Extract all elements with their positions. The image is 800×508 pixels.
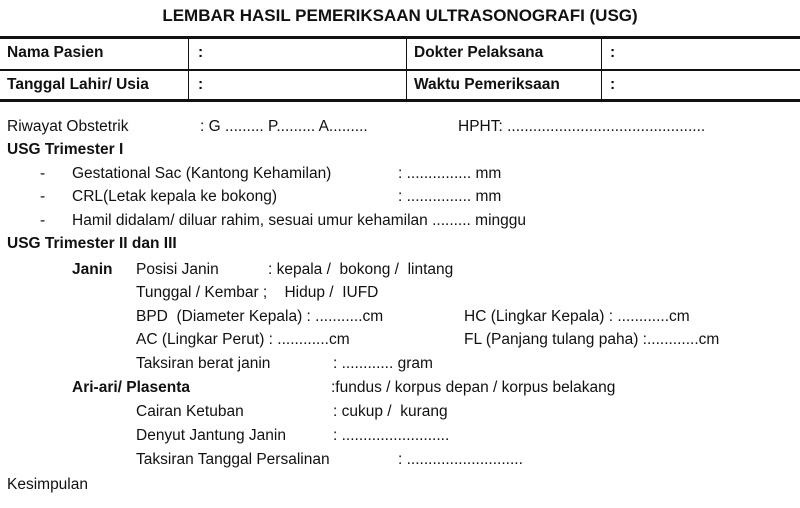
row-divider <box>0 69 800 71</box>
fl-field[interactable]: FL (Panjang tulang paha) :............cm <box>464 331 720 348</box>
column-divider <box>601 39 602 99</box>
page-title: LEMBAR HASIL PEMERIKSAAN ULTRASONOGRAFI (USG) <box>162 6 638 25</box>
djj-field[interactable]: : ......................... <box>333 427 450 444</box>
column-divider <box>188 39 189 99</box>
bpd-field[interactable]: BPD (Diameter Kepala) : ...........cm <box>136 308 384 325</box>
posisi-label: Posisi Janin <box>136 261 219 278</box>
hpht-field[interactable]: HPHT: .............................................. <box>458 118 706 135</box>
ttp-label: Taksiran Tanggal Persalinan <box>136 451 330 468</box>
tunggal-line[interactable]: Tunggal / Kembar ; Hidup / IUFD <box>136 284 379 301</box>
tanggal-lahir-field[interactable]: : <box>198 76 204 93</box>
dokter-field[interactable]: : <box>610 44 616 61</box>
waktu-label: Waktu Pemeriksaan <box>414 76 560 93</box>
kesimpulan-label: Kesimpulan <box>7 476 88 493</box>
taksiran-berat-field[interactable]: : ............ gram <box>333 355 433 372</box>
nama-pasien-label: Nama Pasien <box>7 44 104 61</box>
plasenta-field[interactable]: :fundus / korpus depan / korpus belakang <box>331 379 616 396</box>
trimester1-heading: USG Trimester I <box>7 141 124 158</box>
bullet: - <box>40 165 46 182</box>
riwayat-value[interactable]: : G ......... P......... A......... <box>200 118 368 135</box>
tanggal-lahir-label: Tanggal Lahir/ Usia <box>7 76 149 93</box>
waktu-field[interactable]: : <box>610 76 616 93</box>
gs-field[interactable]: : ............... mm <box>398 165 502 182</box>
gs-label: Gestational Sac (Kantong Kehamilan) <box>72 165 332 182</box>
hc-field[interactable]: HC (Lingkar Kepala) : ............cm <box>464 308 690 325</box>
ac-field[interactable]: AC (Lingkar Perut) : ............cm <box>136 331 350 348</box>
taksiran-berat-label: Taksiran berat janin <box>136 355 271 372</box>
cairan-label: Cairan Ketuban <box>136 403 244 420</box>
janin-label: Janin <box>72 261 113 278</box>
hamil-line[interactable]: Hamil didalam/ diluar rahim, sesuai umur kehamilan ......... minggu <box>72 212 526 229</box>
djj-label: Denyut Jantung Janin <box>136 427 286 444</box>
patient-info-table <box>0 36 800 102</box>
plasenta-label: Ari-ari/ Plasenta <box>72 379 191 396</box>
riwayat-label: Riwayat Obstetrik <box>7 118 129 135</box>
posisi-field[interactable]: : kepala / bokong / lintang <box>268 261 454 278</box>
nama-pasien-field[interactable]: : <box>198 44 204 61</box>
trimester23-heading: USG Trimester II dan III <box>7 235 177 252</box>
dokter-label: Dokter Pelaksana <box>414 44 544 61</box>
crl-field[interactable]: : ............... mm <box>398 188 502 205</box>
bullet: - <box>40 188 46 205</box>
bullet: - <box>40 212 46 229</box>
crl-label: CRL(Letak kepala ke bokong) <box>72 188 278 205</box>
cairan-field[interactable]: : cukup / kurang <box>333 403 448 420</box>
ttp-field[interactable]: : ........................... <box>398 451 523 468</box>
column-divider <box>406 39 407 99</box>
